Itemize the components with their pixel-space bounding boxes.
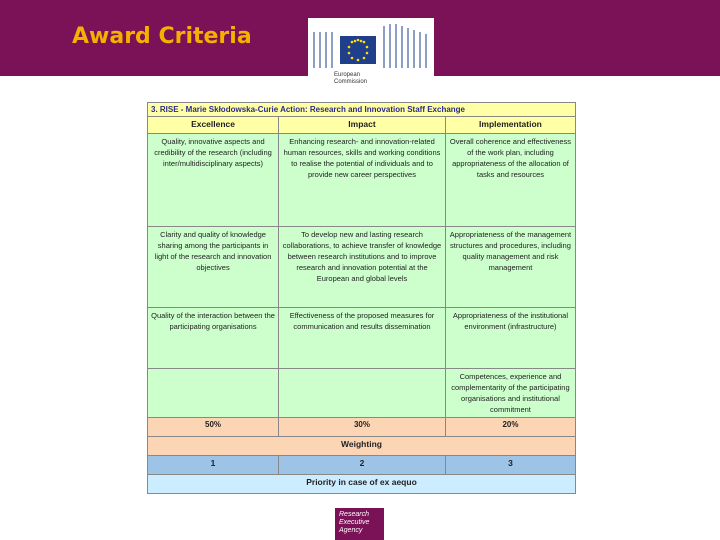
table-cell: To develop new and lasting research collaborations, to achieve transfer of knowledge between research institutions and to improve research and innovation potential at the European and global levels	[279, 227, 446, 308]
page-title: Award Criteria	[72, 24, 252, 49]
priority-value: 1	[148, 456, 279, 475]
table-cell: Effectiveness of the proposed measures for communication and results dissemination	[279, 308, 446, 369]
priority-value: 2	[279, 456, 446, 475]
weight-value: 50%	[148, 418, 279, 437]
weight-value: 30%	[279, 418, 446, 437]
column-header: Excellence	[148, 117, 279, 134]
award-criteria-table	[147, 102, 576, 494]
weighting-label: Weighting	[148, 437, 576, 456]
rea-logo: Research Executive Agency	[335, 508, 384, 540]
column-header: Impact	[279, 117, 446, 134]
priority-label: Priority in case of ex aequo	[148, 475, 576, 494]
table-cell: Appropriateness of the institutional environment (infrastructure)	[445, 308, 575, 369]
table-cell: Appropriateness of the management structures and procedures, including quality management and risk management	[445, 227, 575, 308]
table-cell: Quality of the interaction between the participating organisations	[148, 308, 279, 369]
priority-value: 3	[445, 456, 575, 475]
table-cell: Clarity and quality of knowledge sharing among the participants in light of the research and innovation objectives	[148, 227, 279, 308]
commission-building-icon	[312, 22, 430, 70]
european-commission-logo	[308, 18, 434, 96]
column-header: Implementation	[445, 117, 575, 134]
table-cell: Quality, innovative aspects and credibility of the research (including inter/multidisciplinary aspects)	[148, 134, 279, 227]
logo-caption: European Commission	[334, 72, 368, 85]
table-cell	[148, 369, 279, 418]
weight-value: 20%	[445, 418, 575, 437]
table-cell	[279, 369, 446, 418]
table-title: 3. RISE - Marie Skłodowska-Curie Action: Research and Innovation Staff Exchange	[148, 103, 576, 117]
table-cell: Overall coherence and effectiveness of the work plan, including appropriateness of the allocation of tasks and resources	[445, 134, 575, 227]
table-cell: Competences, experience and complementarity of the participating organisations and institutional commitment	[445, 369, 575, 418]
table-cell: Enhancing research- and innovation-related human resources, skills and working conditions to realise the potential of individuals and to provide new career perspectives	[279, 134, 446, 227]
